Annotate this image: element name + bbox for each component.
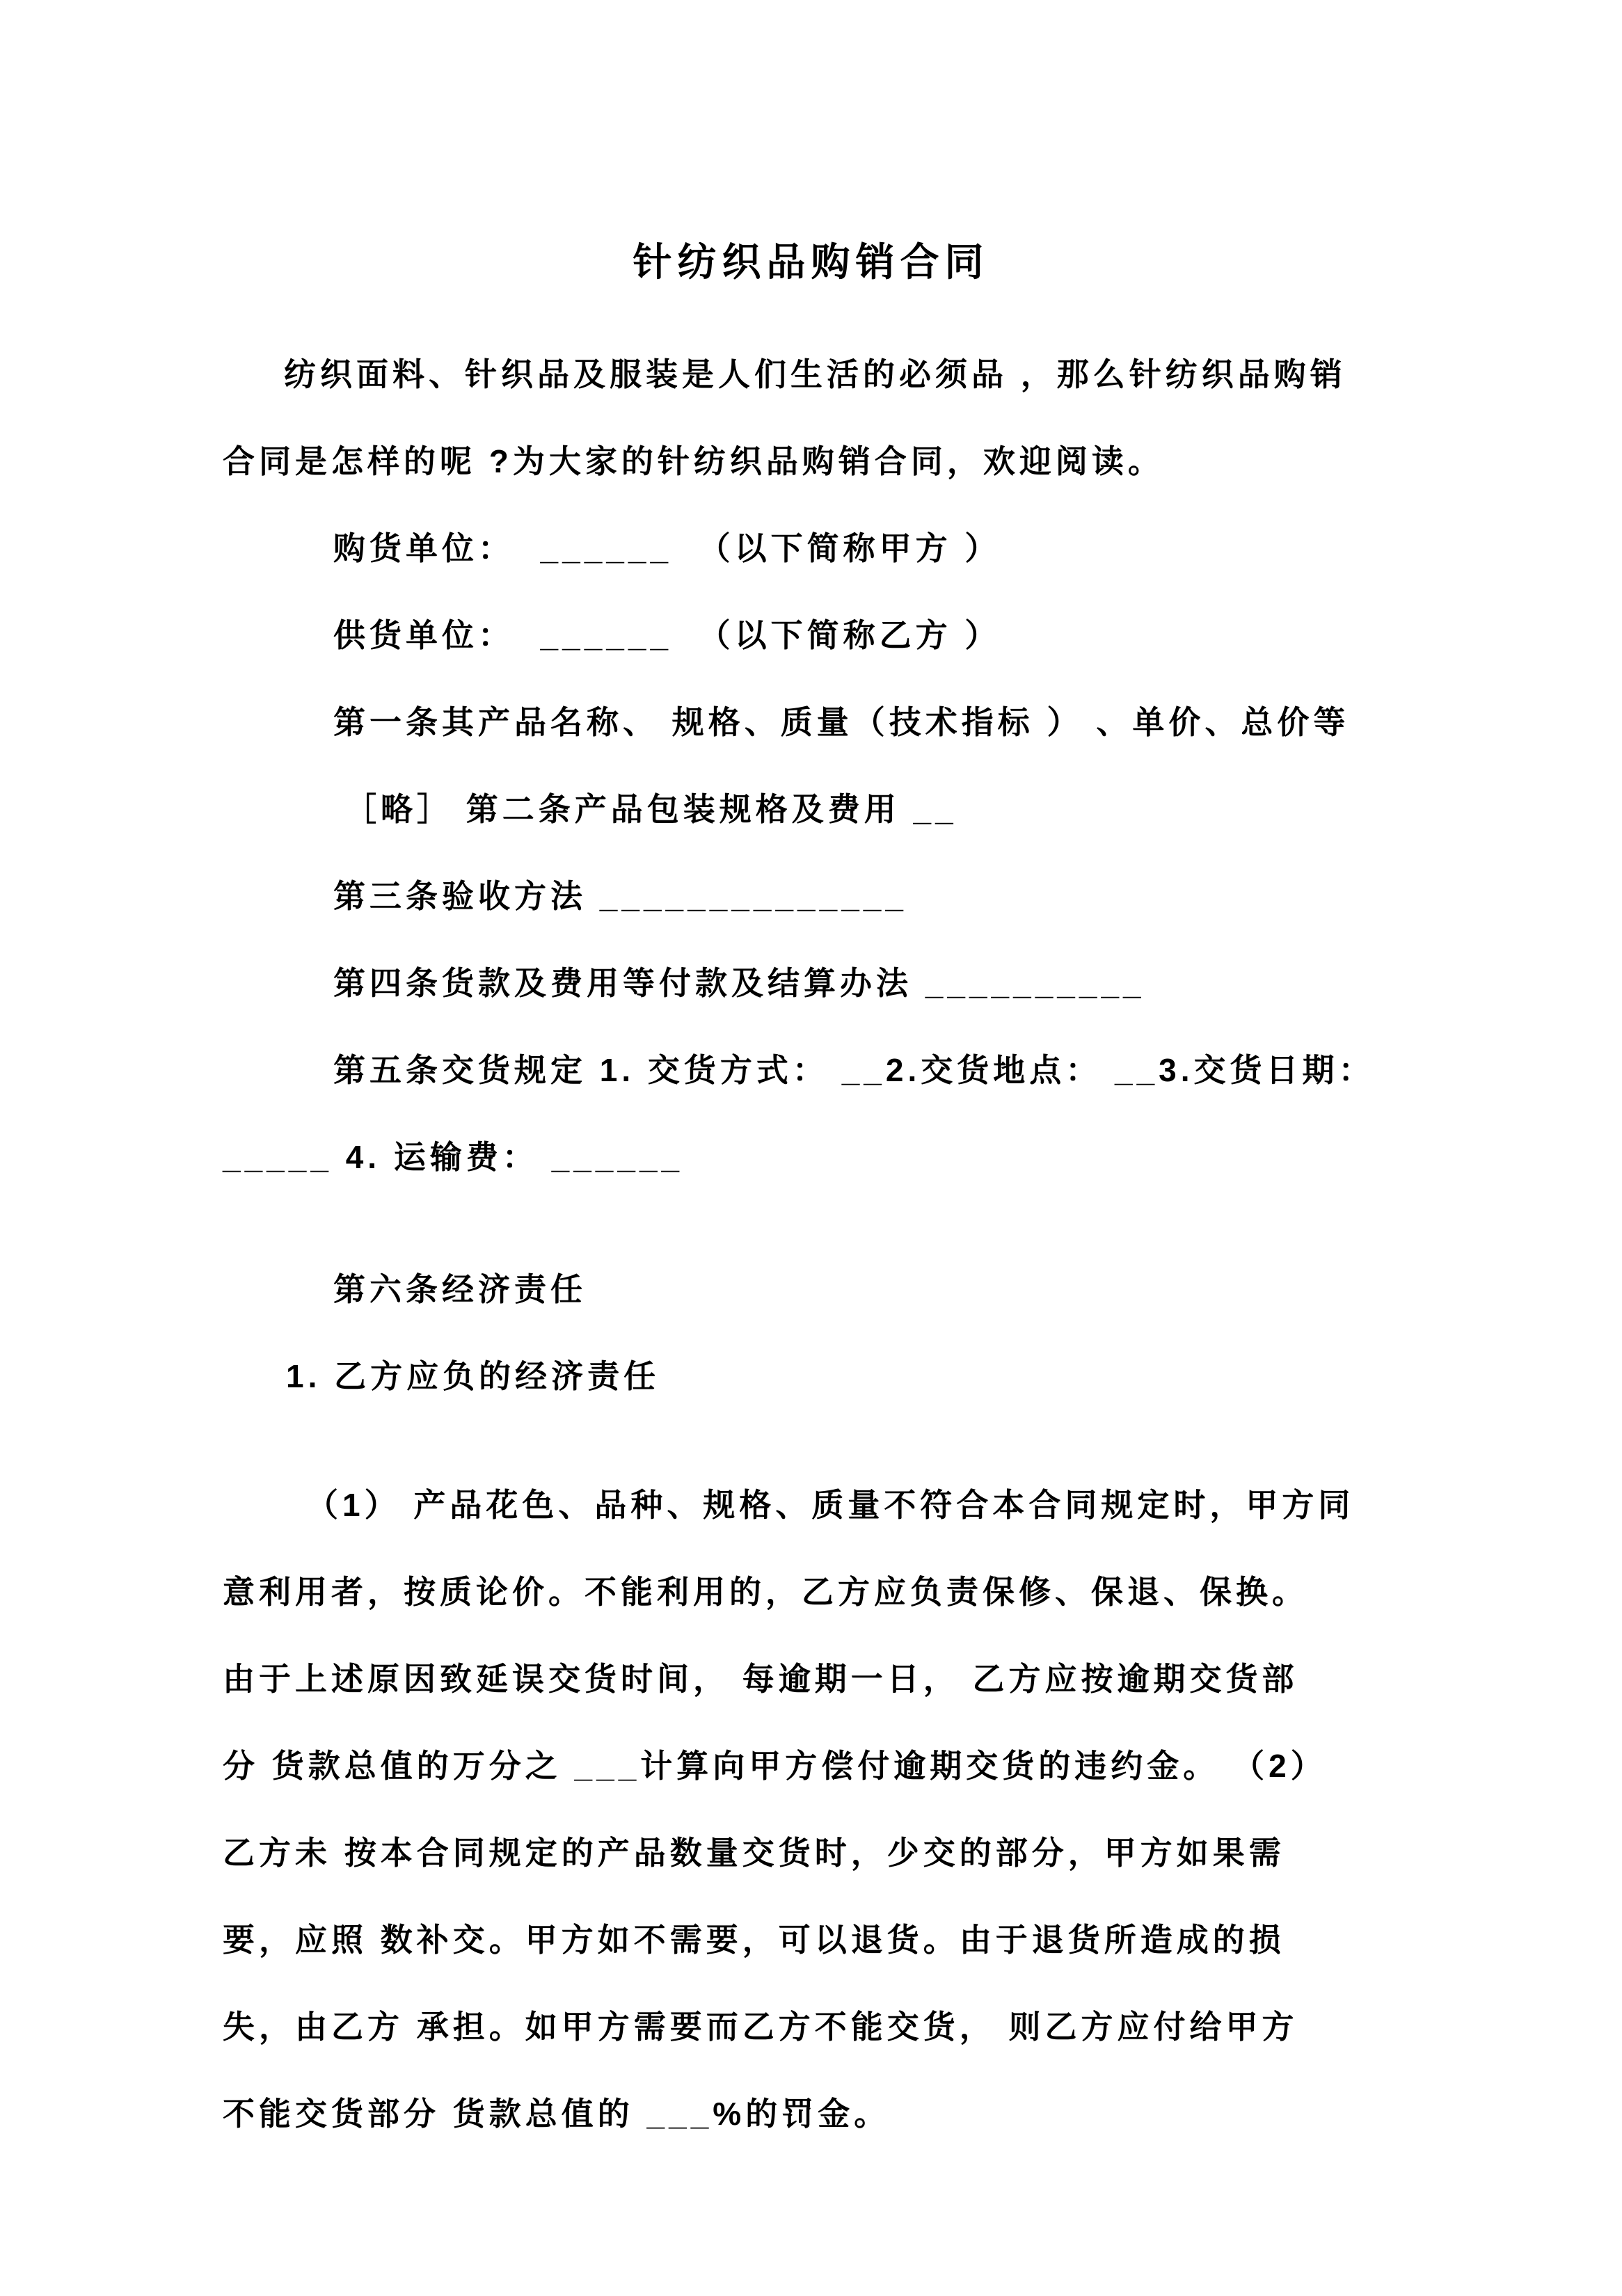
- clause-6-sub-1-line-1: （1） 产品花色、品种、规格、质量不符合本合同规定时，甲方同: [306, 1487, 1355, 1524]
- clause-6-sub-2-line-1: 乙方未 按本合同规定的产品数量交货时，少交的部分，甲方如果需: [223, 1835, 1285, 1872]
- clause-5-line-1: 第五条交货规定 1. 交货方式： __2.交货地点： __3.交货日期：: [333, 1052, 1375, 1089]
- clause-6-sub-1-line-2: 意利用者，按质论价。不能利用的，乙方应负责保修、保退、保换。: [223, 1574, 1308, 1611]
- supplier-unit-line: 供货单位： ______ （以下简称乙方 ）: [333, 617, 1001, 654]
- clause-6-sub-1-line-3: 由于上述原因致延误交货时间， 每逾期一日， 乙方应按逾期交货部: [223, 1661, 1298, 1698]
- clause-6-item-1-heading: 1. 乙方应负的经济责任: [286, 1358, 660, 1395]
- clause-6-sub-1-line-4: 分 货款总值的万分之 ___计算向甲方偿付逾期交货的违约金。 （2）: [223, 1748, 1327, 1785]
- clause-6-sub-2-line-2: 要，应照 数补交。甲方如不需要，可以退货。由于退货所造成的损: [223, 1922, 1285, 1959]
- intro-line-2: 合同是怎样的呢 ?为大家的针纺织品购销合同，欢迎阅读。: [223, 443, 1164, 480]
- clause-6-sub-2-line-4: 不能交货部分 货款总值的 ___%的罚金。: [223, 2096, 891, 2132]
- clause-6-sub-2-line-3: 失，由乙方 承担。如甲方需要而乙方不能交货， 则乙方应付给甲方: [223, 2009, 1298, 2046]
- clause-3-line: 第三条验收方法 ______________: [333, 878, 907, 915]
- intro-line-1: 纺织面料、针织品及服装是人们生活的必须品 ，那么针纺织品购销: [284, 356, 1346, 393]
- clause-4-line: 第四条货款及费用等付款及结算办法 __________: [333, 965, 1145, 1002]
- buyer-unit-line: 购货单位： ______ （以下简称甲方 ）: [333, 530, 1001, 567]
- clause-2-line: ［略］ 第二条产品包装规格及费用 __: [344, 791, 957, 828]
- clause-6-heading: 第六条经济责任: [333, 1271, 587, 1308]
- clause-5-line-2: _____ 4. 运输费： ______: [223, 1139, 684, 1176]
- document-title: 针纺织品购销合同: [633, 239, 989, 284]
- clause-1-line: 第一条其产品名称、 规格、质量（技术指标 ） 、单价、总价等: [333, 704, 1350, 741]
